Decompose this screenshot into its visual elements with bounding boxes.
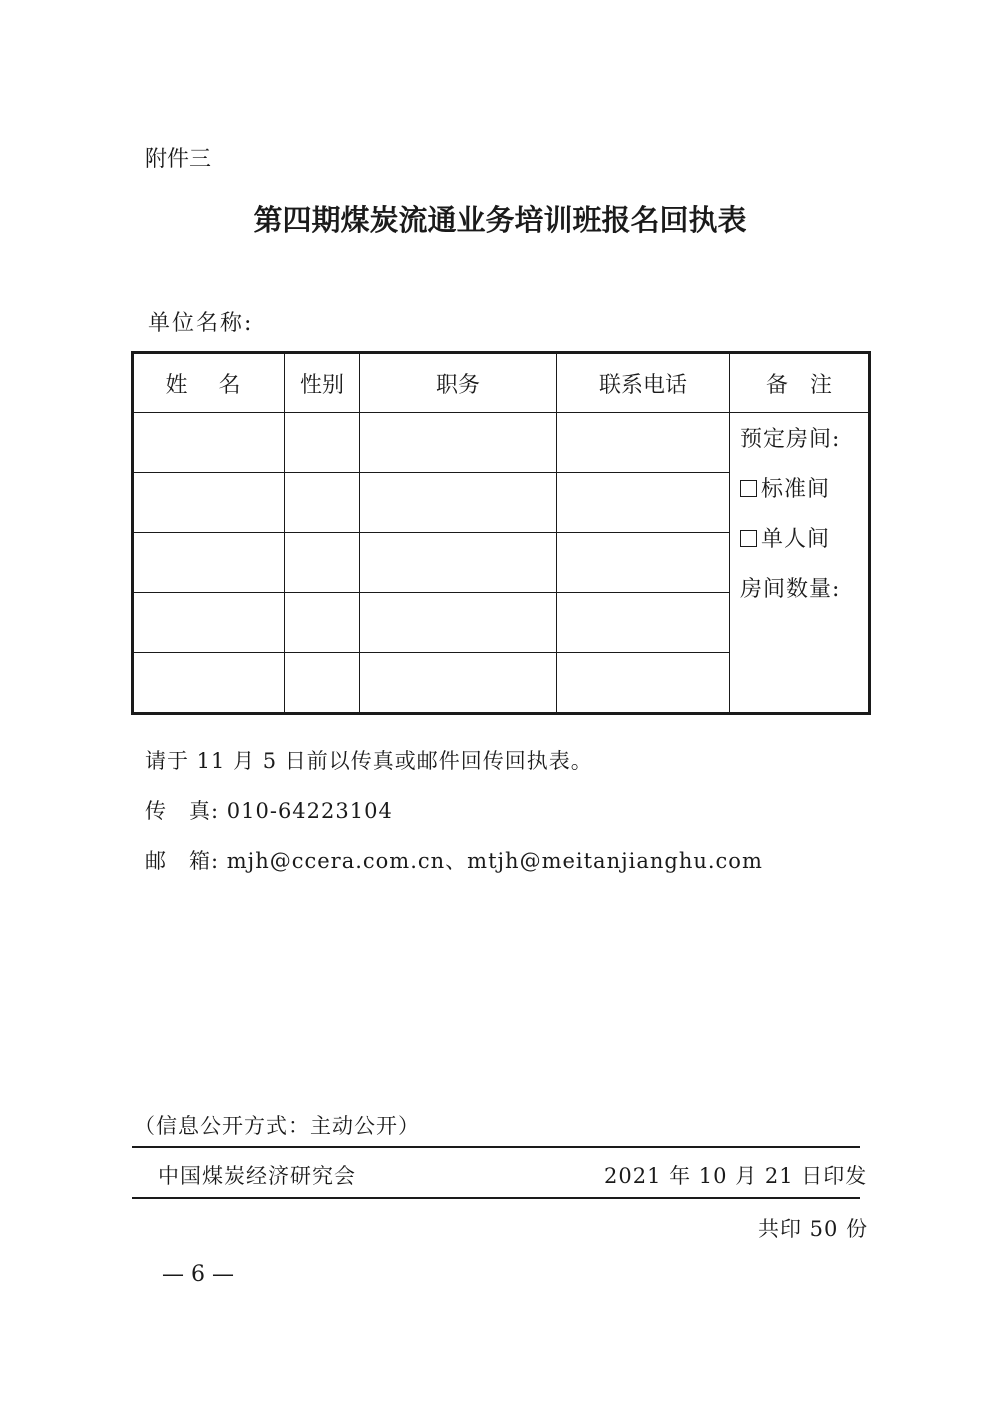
room-booking-label: 预定房间:: [740, 427, 841, 452]
position-cell[interactable]: [360, 473, 557, 533]
position-cell[interactable]: [360, 413, 557, 473]
copies-count: 共印 50 份: [758, 1217, 869, 1241]
unit-name-label: 单位名称:: [148, 311, 254, 336]
name-cell[interactable]: [133, 653, 285, 714]
single-room-option[interactable]: [740, 527, 868, 577]
disclosure-text: （信息公开方式：主动公开）: [134, 1114, 420, 1138]
gender-cell[interactable]: [285, 533, 360, 593]
room-count-label: 房间数量:: [740, 577, 841, 602]
header-position: 职务: [360, 353, 557, 413]
page-number: — 6 —: [162, 1262, 234, 1287]
notes-cell: [730, 413, 870, 714]
header-phone: 联系电话: [557, 353, 730, 413]
phone-cell[interactable]: [557, 413, 730, 473]
header-gender: 性别: [285, 353, 360, 413]
email-value[interactable]: mjh@ccera.com.cn、mtjh@meitanjianghu.com: [226, 849, 763, 873]
phone-cell[interactable]: [557, 473, 730, 533]
position-cell[interactable]: [360, 593, 557, 653]
document-title: 第四期煤炭流通业务培训班报名回执表: [253, 203, 747, 237]
standard-room-label: 标准间: [761, 477, 831, 502]
header-notes: 备 注: [730, 353, 870, 413]
phone-cell[interactable]: [557, 533, 730, 593]
fax-value: 010-64223104: [226, 799, 393, 823]
gender-cell[interactable]: [285, 593, 360, 653]
deadline-text: 请于 11 月 5 日前以传真或邮件回传回执表。: [145, 749, 593, 773]
header-name: 姓 名: [133, 353, 285, 413]
issuer-name: 中国煤炭经济研究会: [158, 1164, 356, 1188]
position-cell[interactable]: [360, 653, 557, 714]
footer-divider-bottom: [132, 1197, 860, 1199]
name-cell[interactable]: [133, 593, 285, 653]
gender-cell[interactable]: [285, 413, 360, 473]
attachment-label: 附件三: [145, 147, 212, 172]
standard-room-checkbox[interactable]: [740, 480, 757, 497]
name-cell[interactable]: [133, 473, 285, 533]
gender-cell[interactable]: [285, 473, 360, 533]
fax-label: 传 真:: [145, 799, 220, 823]
email-line: [145, 845, 763, 875]
footer-divider-top: [132, 1146, 860, 1148]
single-room-label: 单人间: [761, 527, 831, 552]
standard-room-option[interactable]: [740, 477, 868, 527]
email-label: 邮 箱:: [145, 849, 220, 873]
registration-table: [131, 351, 871, 715]
single-room-checkbox[interactable]: [740, 530, 757, 547]
position-cell[interactable]: [360, 533, 557, 593]
table-row: [133, 413, 870, 473]
phone-cell[interactable]: [557, 653, 730, 714]
table-header-row: [133, 353, 870, 413]
name-cell[interactable]: [133, 533, 285, 593]
name-cell[interactable]: [133, 413, 285, 473]
gender-cell[interactable]: [285, 653, 360, 714]
phone-cell[interactable]: [557, 593, 730, 653]
issue-date: 2021 年 10 月 21 日印发: [604, 1164, 868, 1188]
fax-line: [145, 795, 393, 825]
